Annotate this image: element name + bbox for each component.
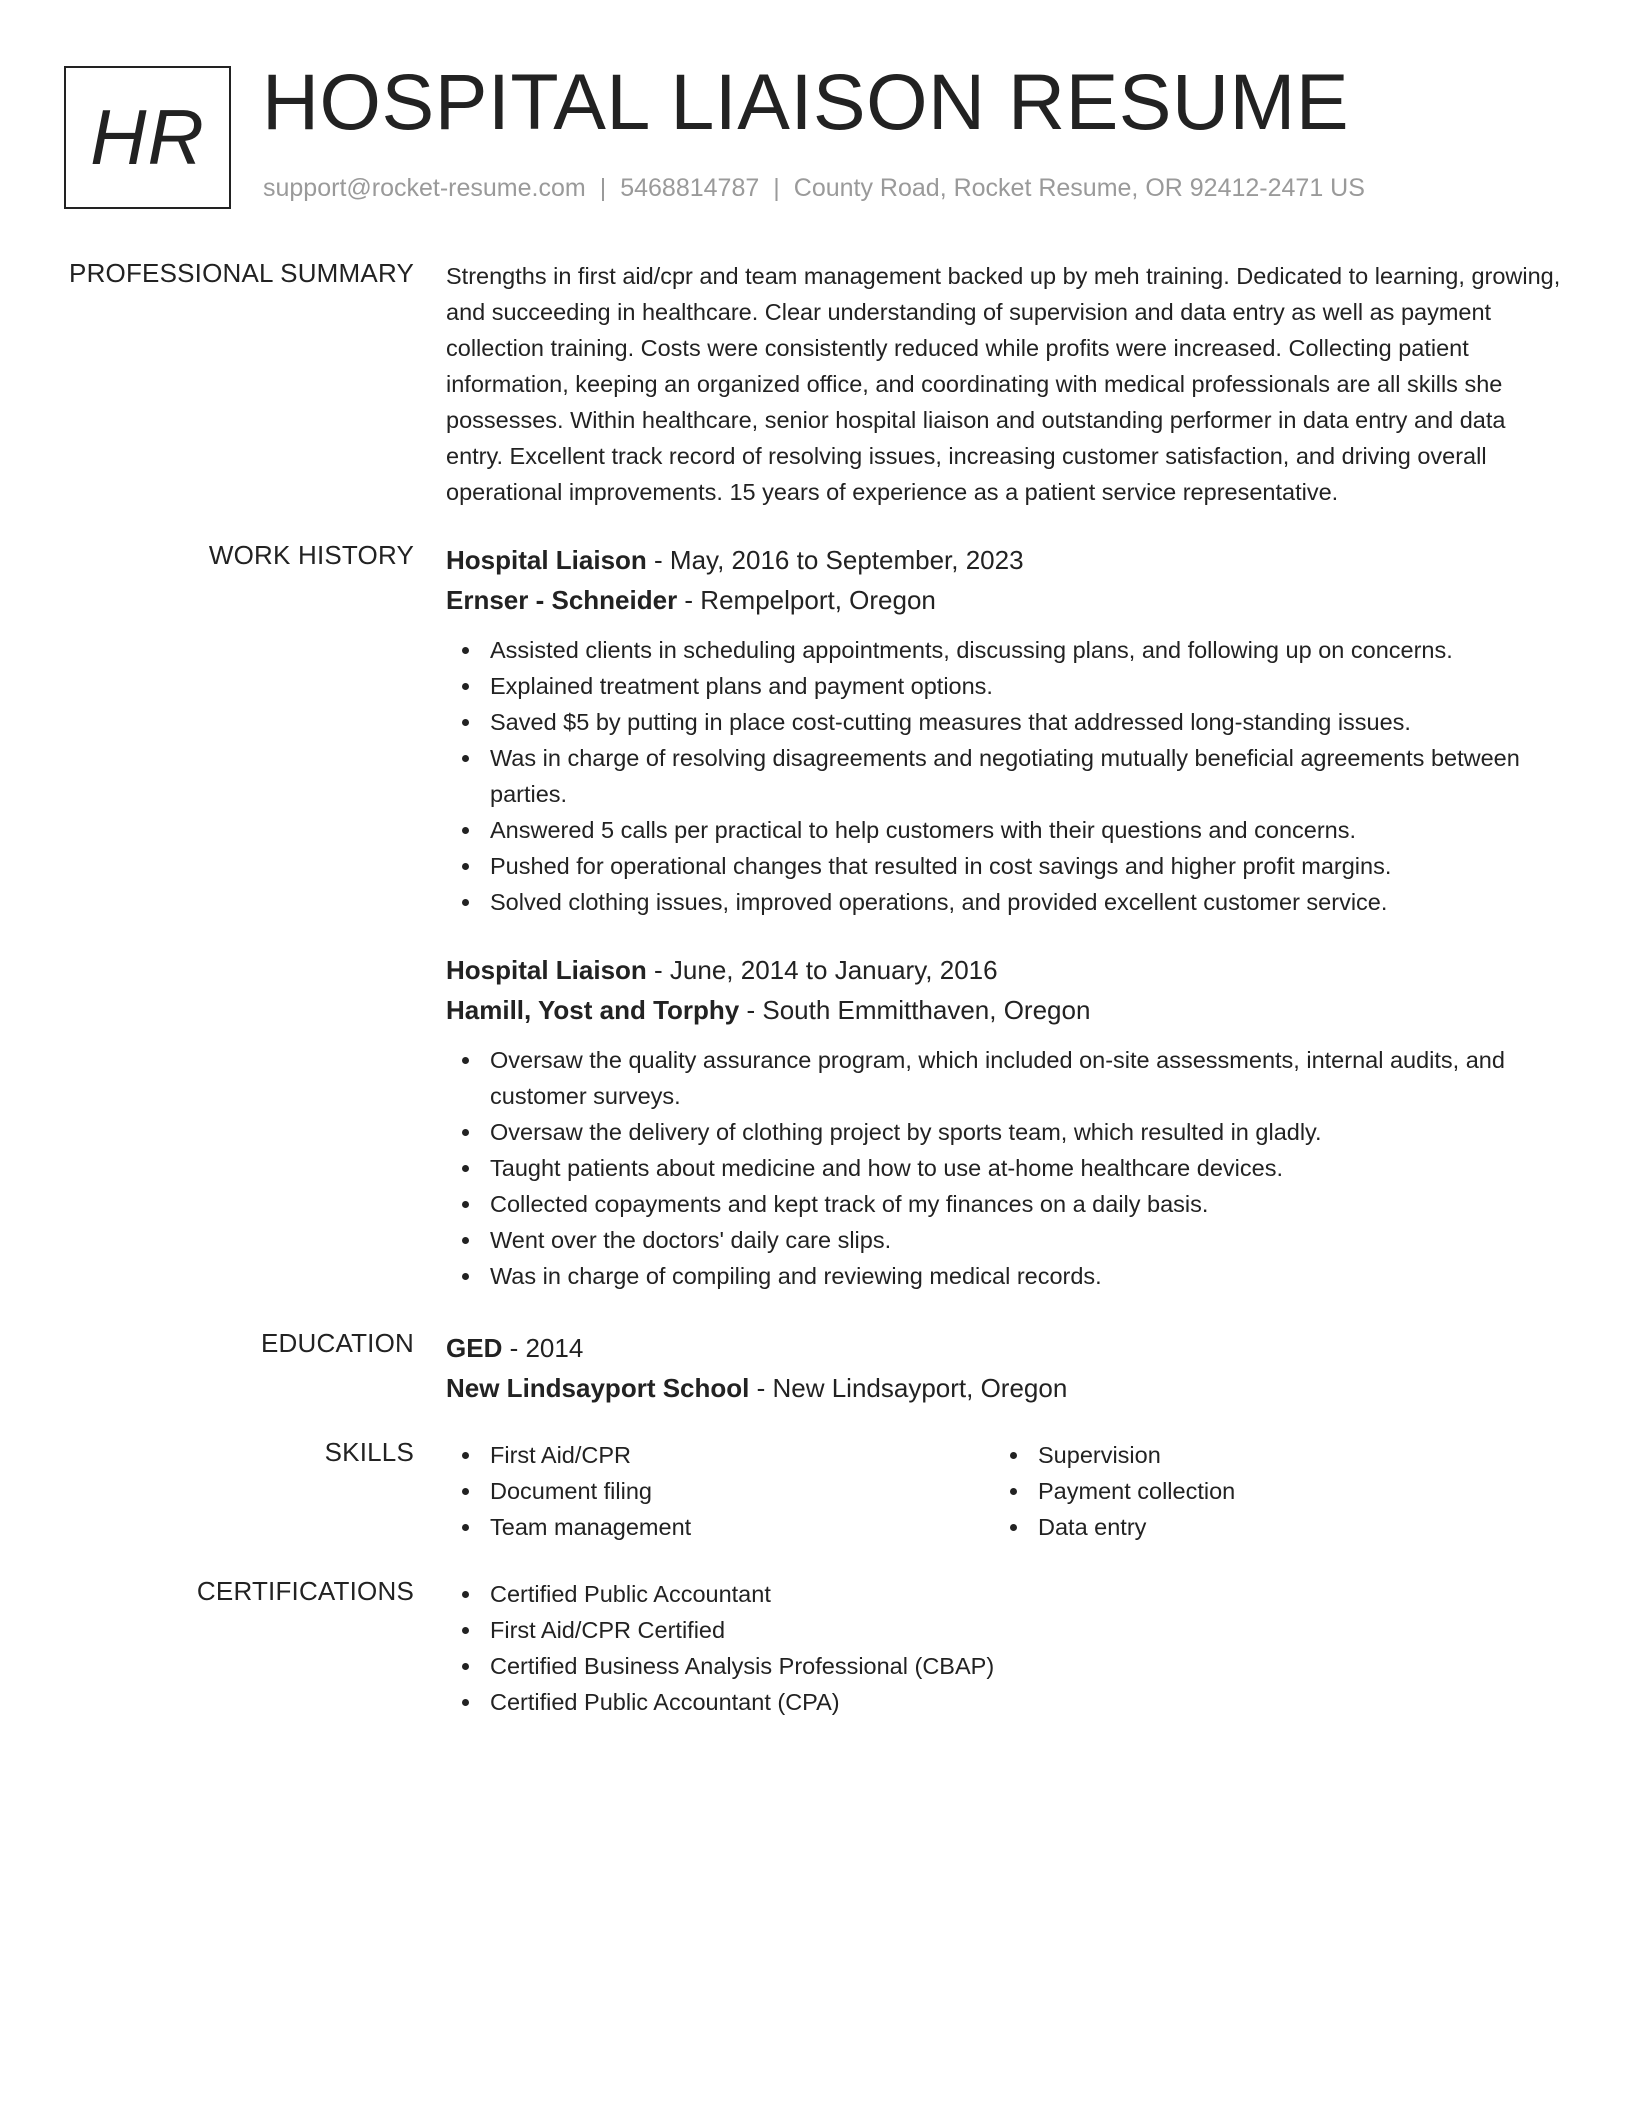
job-duty: Was in charge of compiling and reviewing medical records. <box>446 1258 1566 1294</box>
education-year: - 2014 <box>502 1333 584 1363</box>
skill-item: Data entry <box>994 1509 1542 1545</box>
contact-phone[interactable]: 5468814787 <box>620 174 760 202</box>
education-location: - New Lindsayport, Oregon <box>749 1373 1068 1403</box>
job-location: - Rempelport, Oregon <box>677 585 936 615</box>
job-company: Hamill, Yost and Torphy <box>446 995 740 1025</box>
job-location: - South Emmitthaven, Oregon <box>739 995 1091 1025</box>
monogram-box <box>64 66 231 209</box>
job-duty: Answered 5 calls per practical to help customers with their questions and concerns. <box>446 812 1566 848</box>
skill-item: Payment collection <box>994 1473 1542 1509</box>
job-duties-list <box>446 1042 1566 1294</box>
certification-item: Certified Public Accountant (CPA) <box>446 1684 1566 1720</box>
job-dates: - June, 2014 to January, 2016 <box>646 955 998 985</box>
section-heading-work-history: WORK HISTORY <box>208 540 414 570</box>
monogram-initials: HR <box>90 93 205 181</box>
skill-item: Supervision <box>994 1437 1542 1473</box>
certification-item: Certified Business Analysis Professional (CBAP) <box>446 1648 1566 1684</box>
contact-address: County Road, Rocket Resume, OR 92412-2471 US <box>793 174 1365 202</box>
contact-email[interactable]: support@rocket-resume.com <box>263 174 586 202</box>
job-duty: Pushed for operational changes that resulted in cost savings and higher profit margins. <box>446 848 1566 884</box>
job-entry <box>446 540 1566 920</box>
job-duty: Taught patients about medicine and how to use at-home healthcare devices. <box>446 1150 1566 1186</box>
job-duty: Solved clothing issues, improved operations, and provided excellent customer service. <box>446 884 1566 920</box>
job-dates: - May, 2016 to September, 2023 <box>646 545 1024 575</box>
certification-item: Certified Public Accountant <box>446 1576 1566 1612</box>
job-duties-list <box>446 632 1566 920</box>
education-degree-line <box>446 1328 1566 1368</box>
job-duty: Went over the doctors' daily care slips. <box>446 1222 1566 1258</box>
certifications-body <box>446 1576 1566 1720</box>
job-company-line <box>446 580 1566 620</box>
section-heading-summary: PROFESSIONAL SUMMARY <box>69 258 414 288</box>
contact-line <box>263 174 1365 203</box>
job-entry <box>446 950 1566 1294</box>
job-company: Ernser - Schneider <box>446 585 678 615</box>
section-heading-education: EDUCATION <box>261 1328 414 1358</box>
education-body <box>446 1328 1566 1408</box>
contact-separator: | <box>599 174 607 202</box>
education-degree: GED <box>446 1333 503 1363</box>
skill-item: Document filing <box>446 1473 994 1509</box>
section-heading-certifications: CERTIFICATIONS <box>196 1576 414 1606</box>
job-title-line <box>446 540 1566 580</box>
education-school: New Lindsayport School <box>446 1373 750 1403</box>
education-school-line <box>446 1368 1566 1408</box>
skill-item: First Aid/CPR <box>446 1437 994 1473</box>
job-title-line <box>446 950 1566 990</box>
section-heading-skills: SKILLS <box>324 1437 414 1467</box>
skill-item: Team management <box>446 1509 994 1545</box>
certification-item: First Aid/CPR Certified <box>446 1612 1566 1648</box>
job-company-line <box>446 990 1566 1030</box>
job-duty: Was in charge of resolving disagreements and negotiating mutually beneficial agreements between parties. <box>446 740 1566 812</box>
resume-title: HOSPITAL LIAISON RESUME <box>262 57 1350 146</box>
job-duty: Collected copayments and kept track of my finances on a daily basis. <box>446 1186 1566 1222</box>
skills-body <box>446 1437 1566 1545</box>
skills-list <box>446 1437 1566 1545</box>
job-duty: Explained treatment plans and payment options. <box>446 668 1566 704</box>
work-history-body <box>446 540 1566 1294</box>
job-duty: Oversaw the delivery of clothing project by sports team, which resulted in gladly. <box>446 1114 1566 1150</box>
job-duty: Oversaw the quality assurance program, which included on-site assessments, internal audits, and customer surveys. <box>446 1042 1566 1114</box>
job-duty: Saved $5 by putting in place cost-cutting measures that addressed long-standing issues. <box>446 704 1566 740</box>
contact-separator: | <box>773 174 780 202</box>
summary-text: Strengths in first aid/cpr and team management backed up by meh training. Dedicated to learning, growing, and succeeding in healthcare. Clear understanding of supervision and data entry as well as payment collection training. Costs were consistently reduced while profits were increased. Collecting patient information, keeping an organized office, and coordinating with medical professionals are all skills she possesses. Within healthcare, senior hospital liaison and outstanding performer in data entry and data entry. Excellent track record of resolving issues, increasing customer satisfaction, and driving overall operational improvements. 15 years of experience as a patient service representative. <box>446 263 1561 505</box>
certifications-list <box>446 1576 1566 1720</box>
job-duty: Assisted clients in scheduling appointments, discussing plans, and following up on concerns. <box>446 632 1566 668</box>
job-title: Hospital Liaison <box>446 545 647 575</box>
job-title: Hospital Liaison <box>446 955 647 985</box>
